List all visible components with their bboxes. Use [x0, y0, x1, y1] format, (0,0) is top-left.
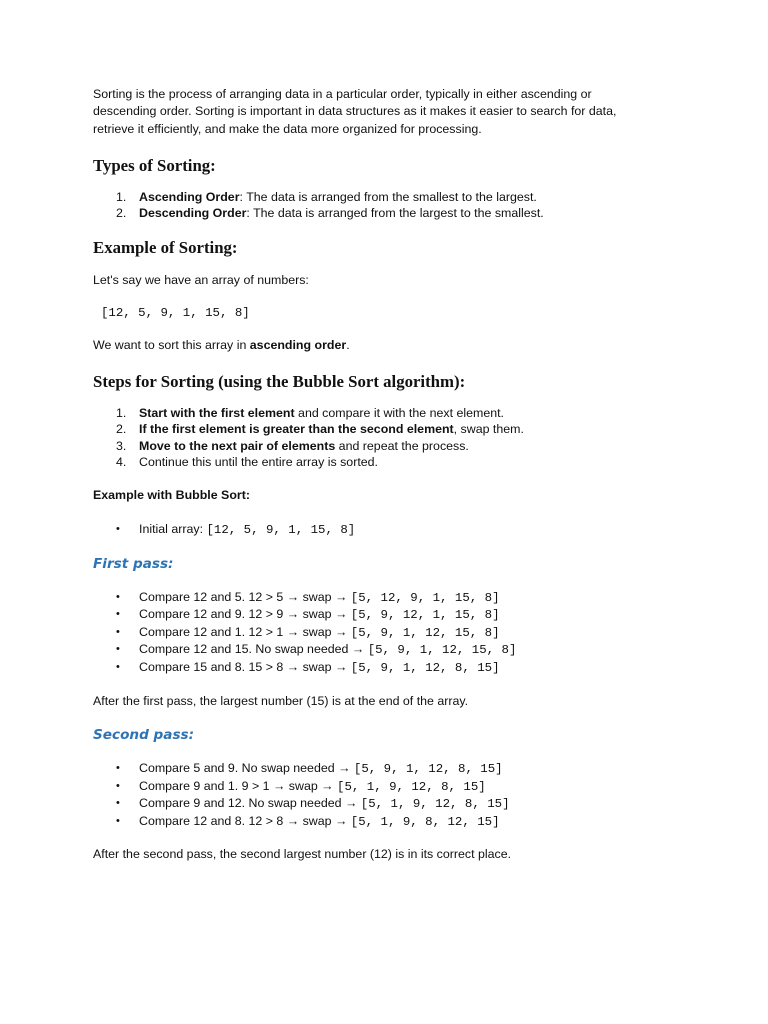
list-item-bold: Ascending Order	[139, 189, 240, 204]
bullet-icon: •	[116, 523, 120, 536]
step-text: Compare 15 and 8. 15 > 8 → swap →	[139, 660, 351, 675]
step-array: [5, 9, 1, 12, 8, 15]	[350, 661, 500, 676]
list-item	[93, 405, 673, 422]
document-page	[93, 86, 673, 864]
list-item	[93, 778, 673, 796]
step-array: [5, 9, 1, 12, 15, 8]	[350, 625, 500, 640]
example-want	[93, 337, 673, 354]
example-lead: Let's say we have an array of numbers:	[93, 273, 309, 288]
bullet-icon: •	[116, 661, 120, 674]
list-item-text: , swap them.	[453, 422, 524, 437]
bullet-icon: •	[116, 608, 120, 621]
step-text: Compare 9 and 12. No swap needed →	[139, 796, 361, 811]
heading-example-bubble: Example with Bubble Sort:	[93, 488, 250, 503]
step-array: [5, 9, 1, 12, 15, 8]	[367, 643, 517, 658]
list-item	[93, 813, 673, 831]
list-number: 1.	[116, 189, 127, 204]
list-item-text: Continue this until the entire array is sorted.	[139, 455, 378, 470]
list-number: 1.	[116, 405, 127, 420]
step-text: Compare 12 and 5. 12 > 5 → swap →	[139, 589, 351, 604]
step-array: [5, 9, 1, 12, 8, 15]	[353, 761, 503, 776]
list-item	[93, 454, 673, 471]
bullet-icon: •	[116, 797, 120, 810]
bullet-icon: •	[116, 814, 120, 827]
first-pass-list	[93, 589, 673, 677]
step-array: [5, 1, 9, 12, 8, 15]	[360, 797, 510, 812]
steps-list	[93, 405, 673, 471]
bullet-icon: •	[116, 625, 120, 638]
want-bold: ascending order	[249, 338, 347, 353]
step-array: [5, 1, 9, 12, 8, 15]	[337, 779, 486, 794]
list-item	[93, 760, 673, 778]
list-item-text: : The data is arranged from the smallest to the largest.	[239, 189, 537, 204]
step-array: [5, 9, 12, 1, 15, 8]	[350, 608, 500, 623]
step-text: Compare 9 and 1. 9 > 1 → swap →	[139, 778, 338, 793]
list-item-bold: If the first element is greater than the second element	[139, 422, 454, 437]
heading-types-of-sorting: Types of Sorting:	[93, 155, 216, 175]
initial-array-list	[93, 521, 673, 539]
list-item-bold: Move to the next pair of elements	[139, 438, 336, 453]
step-array: [5, 12, 9, 1, 15, 8]	[350, 590, 500, 605]
list-item	[93, 438, 673, 455]
list-item	[93, 641, 673, 659]
list-item-text: : The data is arranged from the largest to the smallest.	[246, 206, 544, 221]
step-text: Compare 12 and 1. 12 > 1 → swap →	[139, 624, 351, 639]
list-item	[93, 189, 673, 206]
list-item	[93, 606, 673, 624]
intro-paragraph: Sorting is the process of arranging data in a particular order, typically in either ascending or descending order. Sorting is important in data structures as it makes it easier to search for data, retrieve it efficiently, and make the data more organized for processing.	[93, 87, 617, 136]
list-item-bold: Start with the first element	[139, 405, 295, 420]
bullet-icon: •	[116, 761, 120, 774]
list-item	[93, 521, 673, 539]
heading-first-pass: First pass:	[93, 555, 174, 572]
list-number: 3.	[116, 438, 127, 453]
step-text: Compare 5 and 9. No swap needed →	[139, 760, 354, 775]
want-suffix: .	[346, 338, 350, 353]
list-item-bold: Descending Order	[139, 206, 247, 221]
initial-array: [12, 5, 9, 1, 15, 8]	[206, 523, 356, 538]
list-item-text: and compare it with the next element.	[294, 405, 504, 420]
list-item	[93, 659, 673, 677]
list-number: 2.	[116, 206, 127, 221]
bullet-icon: •	[116, 779, 120, 792]
list-item-text: and repeat the process.	[335, 438, 469, 453]
step-text: Compare 12 and 8. 12 > 8 → swap →	[139, 813, 351, 828]
example-array: [12, 5, 9, 1, 15, 8]	[101, 306, 250, 321]
step-text: Compare 12 and 9. 12 > 9 → swap →	[139, 607, 351, 622]
list-item	[93, 795, 673, 813]
want-prefix: We want to sort this array in	[93, 338, 250, 353]
types-list	[93, 189, 673, 222]
heading-steps: Steps for Sorting (using the Bubble Sort algorithm):	[93, 371, 466, 391]
list-item	[93, 624, 673, 642]
heading-example-of-sorting: Example of Sorting:	[93, 238, 238, 258]
heading-second-pass: Second pass:	[93, 726, 195, 743]
bullet-icon: •	[116, 590, 120, 603]
list-item	[93, 589, 673, 607]
step-array: [5, 1, 9, 8, 12, 15]	[350, 814, 500, 829]
list-number: 2.	[116, 422, 127, 437]
step-text: Compare 12 and 15. No swap needed →	[139, 642, 368, 657]
second-pass-summary: After the second pass, the second largest number (12) is in its correct place.	[93, 847, 512, 862]
bullet-icon: •	[116, 643, 120, 656]
list-item	[93, 205, 673, 222]
list-item	[93, 421, 673, 438]
initial-label: Initial array:	[139, 522, 207, 537]
first-pass-summary: After the first pass, the largest number (15) is at the end of the array.	[93, 693, 469, 708]
second-pass-list	[93, 760, 673, 830]
list-number: 4.	[116, 455, 127, 470]
